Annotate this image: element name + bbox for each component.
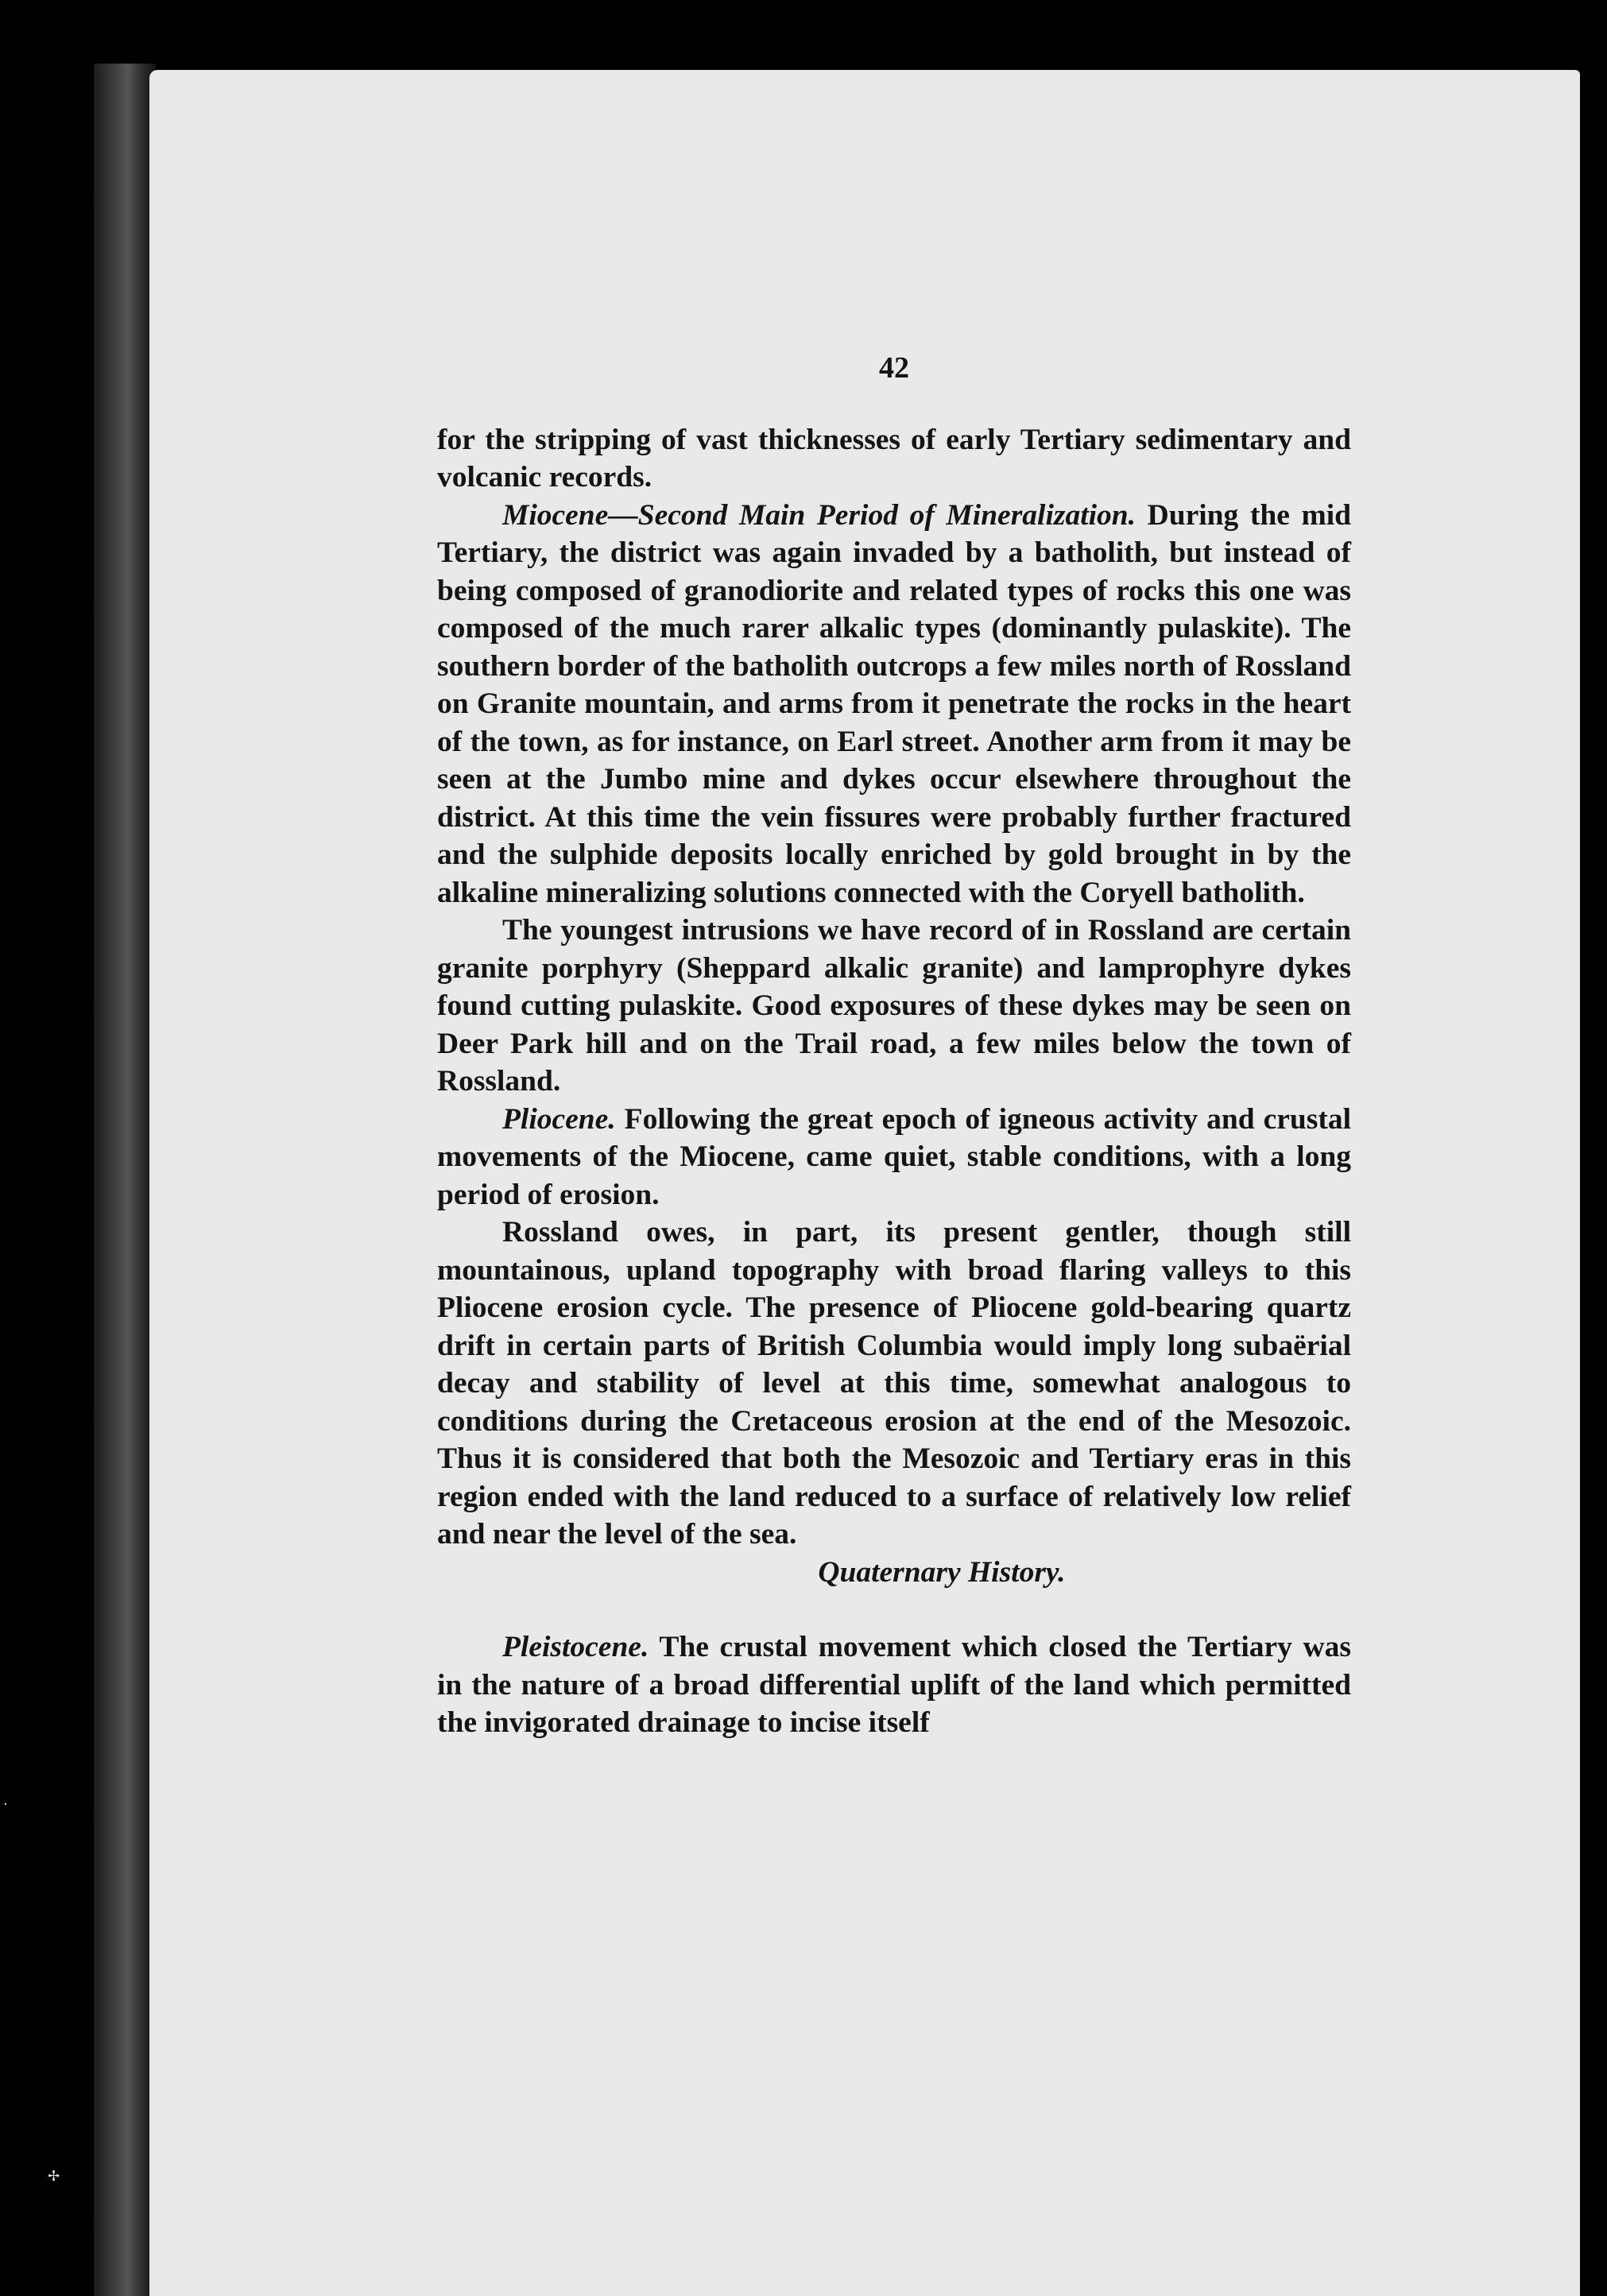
book-spine — [94, 64, 156, 2296]
paragraph-body-miocene: During the mid Tertiary, the district was again invaded by a batholith, but instead of being composed of granodiorite and related types of rocks this one was composed of the much rarer alkalic types (dominantly pulaskite). The southern border of the batholith outcrops a few miles north of Rossland on Granite mountain, and arms from it penetrate the rocks in the heart of the town, as for instance, on Earl street. Another arm from it may be seen at the Jumbo mine and dykes occur elsewhere throughout the district. At this time the vein fissures were probably further fractured and the sulphide deposits locally enriched by gold brought in by the alkaline mineralizing solutions connected with the Coryell batholith. — [437, 498, 1352, 909]
paragraph-lead-pleistocene: Pleistocene. — [502, 1631, 649, 1663]
paragraph-lead-miocene: Miocene—Second Main Period of Mineralization. — [502, 498, 1137, 532]
section-heading: Quaternary History. — [818, 1555, 1066, 1589]
paragraph-body-pleistocene: The crustal movement which closed the Tertiary was in the nature of a broad differential uplift of the land which permitted the invigorated drainage to incise itself — [437, 1631, 1352, 1739]
scan-artifact-mark: ✢ — [48, 2168, 60, 2185]
paragraph-continuation: for the stripping of vast thicknesses of early Tertiary sedimentary and volcanic records. — [437, 423, 1351, 494]
scan-artifact-dot: · — [3, 1796, 8, 1813]
page-edge-shadow — [1580, 79, 1590, 2296]
paragraph-rossland-topography: Rossland owes, in part, its present gentler, though still mountainous, upland topography with broad flaring valleys to this Pliocene erosion cycle. The presence of Pliocene gold-bearing quartz drift in certain parts of British Columbia would imply long subaërial decay and stability of level at this time, somewhat analogous to conditions during the Cretaceous erosion at the end of the Mesozoic. Thus it is considered that both the Mesozoic and Tertiary eras in this region ended with the land reduced to a surface of relatively low relief and near the level of the sea. — [437, 1216, 1351, 1551]
paragraph-pleistocene — [437, 1628, 1351, 1742]
page-number: 42 — [879, 351, 909, 385]
paragraph-pliocene — [437, 1101, 1351, 1214]
page-text-block — [437, 350, 1351, 1742]
paragraph-lead-pliocene: Pliocene. — [502, 1102, 616, 1136]
paragraph-intrusions: The youngest intrusions we have record of in Rossland are certain granite porphyry (Sheppard alkalic granite) and lamprophyre dykes found cutting pulaskite. Good exposures of these dykes may be seen on Deer Park hill and on the Trail road, a few miles below the town of Rossland. — [437, 914, 1351, 1098]
paragraph-miocene — [437, 497, 1351, 912]
paragraph-body-pliocene: Following the great epoch of igneous activity and crustal movements of the Miocene, came quiet, stable conditions, with a long period of erosion. — [437, 1102, 1351, 1211]
